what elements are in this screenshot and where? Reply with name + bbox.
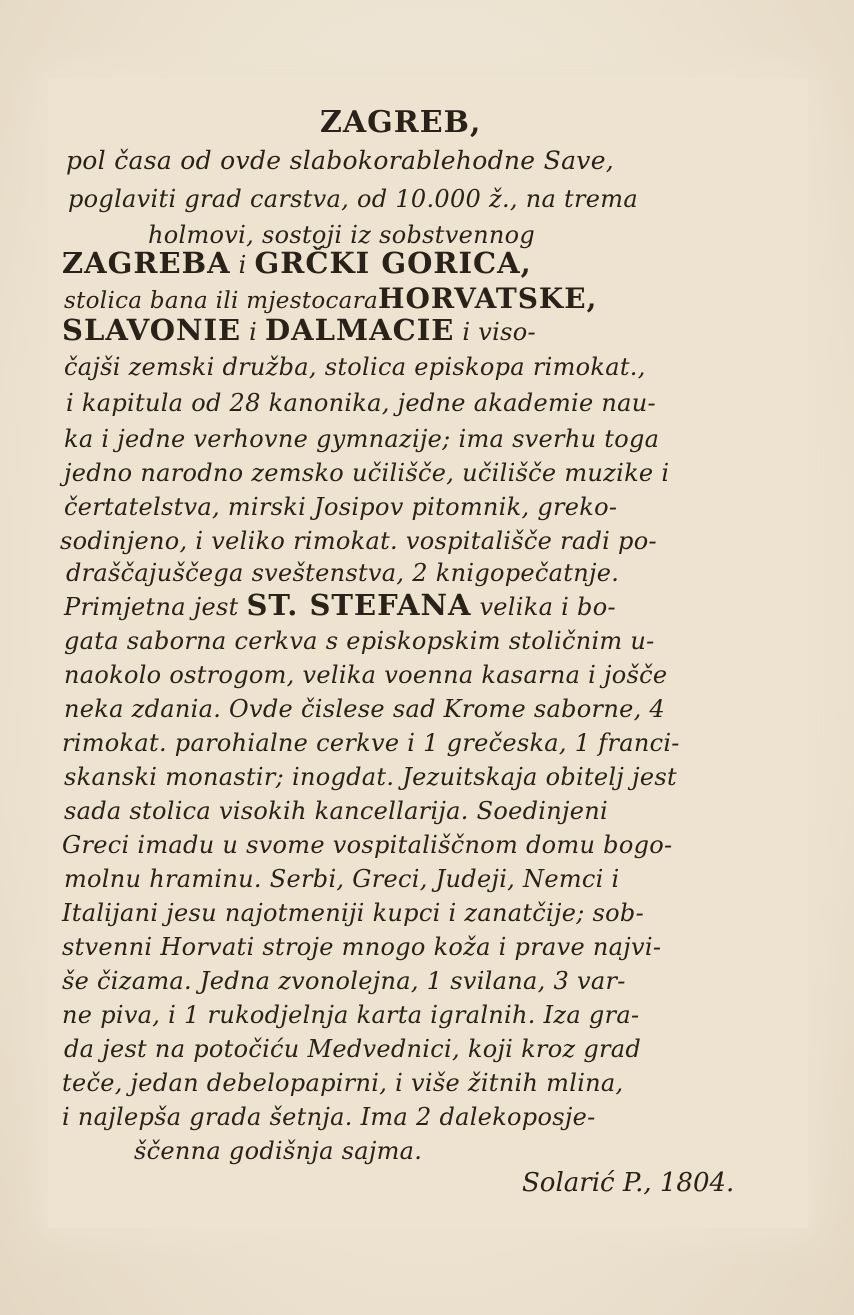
text-line: stvenni Horvati stroje mnogo koža i prave najvi- (62, 933, 662, 961)
text-fragment: i viso- (462, 318, 536, 346)
text-line: skanski monastir; inogdat. Jezuitskaja obitelj jest (64, 763, 677, 791)
text-line: ščenna godišnja sajma. (134, 1137, 423, 1165)
text-line: sodinjeno, i veliko rimokat. vospitališče radi po- (60, 527, 657, 555)
text-fragment: Primjetna jest (64, 593, 239, 621)
caps-grcki-gorica: GRČKI GORICA, (254, 246, 532, 280)
text-line: še čizama. Jedna zvonolejna, 1 svilana, 3 var- (62, 967, 626, 995)
text-line-caps (62, 248, 532, 280)
text-line: Italijani jesu najotmeniji kupci i zanatčije; sob- (62, 899, 644, 927)
text-line: ne piva, i 1 rukodjelnja karta igralnih. Iza gra- (62, 1001, 640, 1029)
text-line: molnu hraminu. Serbi, Greci, Judeji, Nemci i (64, 865, 620, 893)
text-line: i kapitula od 28 kanonika, jedne akademie nau- (66, 389, 656, 417)
text-line: Greci imadu u svome vospitališčnom domu bogo- (62, 831, 673, 859)
text-line-caps (64, 284, 597, 316)
text-line: gata saborna cerkva s episkopskim stoličnim u- (64, 627, 655, 655)
title-zagreb: ZAGREB, (320, 105, 482, 140)
text-line: čertatelstva, mirski Josipov pitomnik, greko- (64, 493, 618, 521)
text-line: rimokat. parohialne cerkve i 1 grečeska, 1 franci- (62, 729, 680, 757)
text-fragment: velika i bo- (479, 593, 616, 621)
caps-horvatske: HORVATSKE, (378, 282, 598, 315)
conjunction-i: i (249, 318, 258, 346)
text-line: naokolo ostrogom, velika voenna kasarna i jošče (64, 661, 668, 689)
text-line: neka zdania. Ovde čislese sad Krome saborne, 4 (64, 695, 666, 723)
text-line: i najlepša grada šetnja. Ima 2 dalekoposje- (62, 1103, 596, 1131)
text-line-caps (62, 315, 536, 347)
text-line: pol časa od ovde slabokorablehodne Save, (66, 146, 615, 175)
text-line: holmovi, sostoji iz sobstvennog (148, 221, 536, 249)
text-line: poglaviti grad carstva, od 10.000 ž., na trema (68, 185, 638, 213)
text-line: da jest na potočiću Medvednici, koji kroz grad (64, 1035, 642, 1063)
caps-slavonie: SLAVONIE (62, 313, 242, 347)
conjunction-i: i (238, 251, 247, 279)
text-line: jedno narodno zemsko učilišče, učilišče muzike i (64, 459, 670, 487)
caps-zagreba: ZAGREBA (62, 246, 231, 280)
text-line: draščajuščega sveštenstva, 2 knigopečatnje. (66, 559, 620, 587)
text-line: ka i jedne verhovne gymnazije; ima sverhu toga (64, 425, 660, 453)
text-line: sada stolica visokih kancellarija. Soedinjeni (64, 797, 609, 825)
text-line: čajši zemski družba, stolica episkopa rimokat., (64, 353, 646, 381)
signature: Solarić P., 1804. (522, 1168, 735, 1198)
caps-st-stefana: ST. STEFANA (246, 588, 472, 622)
caps-dalmacie: DALMACIE (265, 313, 455, 347)
text-line: teče, jedan debelopapirni, i više žitnih mlina, (62, 1069, 624, 1097)
text-line-caps (64, 590, 616, 622)
text-fragment: stolica bana ili mjestocara (64, 288, 379, 314)
